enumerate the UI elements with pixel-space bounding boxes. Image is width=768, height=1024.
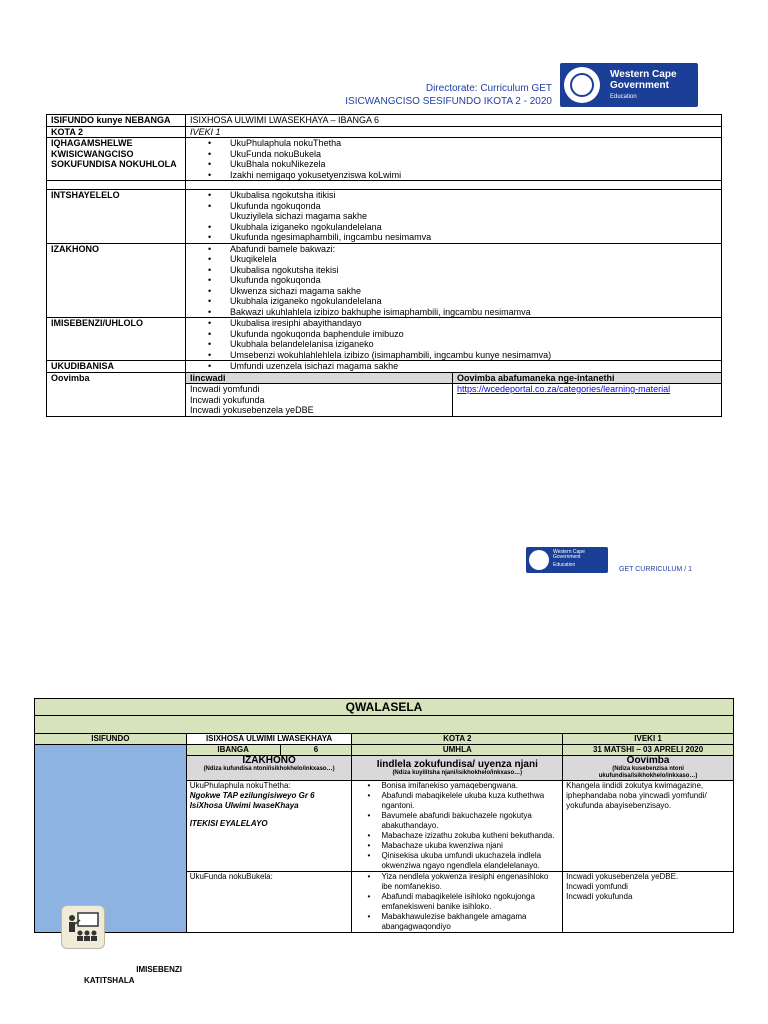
list-item: • Ukubalisa ngokutsha itekisi bbox=[230, 265, 717, 276]
resource-item: Incwadi yokusebenzela yeDBE. bbox=[566, 872, 679, 881]
book-item: Incwadi yokufunda bbox=[190, 394, 265, 405]
skill-reference: Ngokwe TAP ezilungisiweyo Gr 6 IsiXhosa Ulwimi lwaseKhaya bbox=[189, 791, 315, 810]
subject-value: ISIXHOSA ULWIMI LWASEKHAYA bbox=[186, 734, 352, 745]
conclusion-list bbox=[186, 361, 722, 373]
intro-label: INTSHAYELELO bbox=[47, 190, 186, 244]
footer-logo-line: Government bbox=[553, 554, 581, 560]
list-item: • Bakwazi ukuhlahlela izibizo bakhuphe isimaphambili, ingcambu nesimamva bbox=[230, 307, 717, 318]
subject-label: ISIFUNDO kunye NEBANGA bbox=[47, 115, 186, 127]
list-item: Ukuziyilela sichazi magama sakhe bbox=[230, 211, 368, 221]
column-subtitle: (Ndiza kufundisa ntoni/isikhokhelo/inkxaso…) bbox=[203, 766, 335, 772]
lesson-overview-table bbox=[46, 114, 722, 417]
list-item: • Umsebenzi wokuhlahlehlela izibizo (isimaphambili, ingcambu kunye nesimamva) bbox=[230, 350, 717, 361]
row1-skill bbox=[186, 781, 352, 872]
row1-methods bbox=[352, 781, 563, 872]
list-item: • UkuBhala nokuNikezela bbox=[230, 159, 717, 170]
footer-logo-line: Western Cape bbox=[553, 549, 585, 555]
focus-list bbox=[186, 138, 722, 181]
row2-methods bbox=[352, 872, 563, 933]
intro-list bbox=[186, 190, 722, 244]
qwalasela-table bbox=[34, 698, 734, 933]
activities-label: IMISEBENZI/UHLOLO bbox=[47, 318, 186, 361]
list-item: • Abafundi mabaqikelele isihloko ngokujonga emfanekisweni banike isihloko. bbox=[381, 892, 559, 912]
column-title: IZAKHONO bbox=[242, 755, 296, 766]
list-item: • Ukubalisa iresiphi abayithandayo bbox=[230, 318, 717, 329]
list-item: • Yiza nendlela yokwenza iresiphi engenasihloko ibe nomfanekiso. bbox=[381, 872, 559, 892]
list-item: • UkuPhulaphula nokuThetha bbox=[230, 138, 717, 149]
skills-list bbox=[186, 243, 722, 318]
logo-title: Western Cape Government bbox=[610, 69, 677, 91]
skills-column-header bbox=[186, 756, 352, 781]
subject-label: ISIFUNDO bbox=[35, 734, 187, 745]
wcg-logo bbox=[560, 63, 698, 107]
side-label-line: KATITSHALA bbox=[84, 976, 135, 985]
term-value: KOTA 2 bbox=[352, 734, 563, 745]
focus-label: IQHAGAMSHELWE KWISICWANGCISO SOKUFUNDISA NOKUHLOLA bbox=[47, 138, 186, 181]
book-item: Incwadi yomfundi bbox=[190, 384, 260, 394]
spacer-cell bbox=[186, 181, 722, 190]
list-item: • Ukubhala iziganeko ngokulandelelana bbox=[230, 222, 717, 233]
books-header: Iincwadi bbox=[186, 372, 453, 384]
list-item: • Umfundi uzenzela isichazi magama sakhe bbox=[230, 361, 717, 372]
spacer-row bbox=[35, 716, 734, 734]
list-item: • Mabakhawulezise bakhangele amagama abangagwaqondiyo bbox=[381, 912, 559, 932]
activities-list bbox=[186, 318, 722, 361]
list-item: • Ukufunda ngesimaphambili, ingcambu nesimamva bbox=[230, 232, 717, 243]
list-item: • Ukwenza sichazi magama sakhe bbox=[230, 286, 717, 297]
row1-resources: Khangela iindidi zokutya kwimagazine, iphephandaba noba yincwadi yomfundi/ yokufunda abayisebenzisayo. bbox=[563, 781, 734, 872]
column-subtitle: (Ndiza kuyilitsha njani/isikhokhelo/inkxaso…) bbox=[392, 770, 523, 776]
list-item: • Bavumele abafundi bakuchazele ngokutya abakuthandayo. bbox=[381, 811, 559, 831]
resource-item: Incwadi yokufunda bbox=[566, 892, 633, 901]
directorate-line: Directorate: Curriculum GET bbox=[425, 83, 552, 94]
column-title: Iindlela zokufundisa/ uyenza njani bbox=[376, 759, 538, 770]
methods-column-header bbox=[352, 756, 563, 781]
list-item: • Mabachaze ukuba kwenziwa njani bbox=[381, 841, 559, 851]
online-cell bbox=[453, 384, 722, 417]
list-item: • Ukubalisa ngokutsha itikisi bbox=[230, 190, 717, 201]
list-item: • Ukufunda ngokuqonda baphendule imibuzo bbox=[230, 329, 717, 340]
books-cell bbox=[186, 384, 453, 417]
list-item: • Abafundi bamele bakwazi: bbox=[230, 244, 717, 255]
side-label-cell bbox=[35, 745, 187, 933]
skill-text-type: ITEKISI EYALELAYO bbox=[189, 819, 268, 828]
list-item: • Qinisekisa ukuba umfundi ukuchazela indlela okwenziwa ngayo ngendlela elandelelanayo. bbox=[381, 851, 559, 871]
resource-item: Incwadi yomfundi bbox=[566, 882, 628, 891]
list-item: • Abafundi mabaqikelele ukuba kuza kuthethwa ngantoni. bbox=[381, 791, 559, 811]
side-label-line: IMISEBENZI bbox=[136, 965, 182, 974]
teacher-classroom-icon bbox=[61, 905, 105, 949]
plan-title: ISICWANGCISO SESIFUNDO IKOTA 2 - 2020 bbox=[345, 96, 552, 107]
grade-value: 6 bbox=[280, 745, 352, 756]
spacer-cell bbox=[47, 181, 186, 190]
resources-column-header bbox=[563, 756, 734, 781]
term-value: IVEKI 1 bbox=[186, 126, 722, 138]
list-item: • Ukubhala iziganeko ngokulandelelana bbox=[230, 296, 717, 307]
list-item: • Ukufunda ngokuqonda bbox=[230, 275, 717, 286]
coat-of-arms-icon bbox=[529, 550, 549, 570]
subject-value: ISIXHOSA ULWIMI LWASEKHAYA – IBANGA 6 bbox=[186, 115, 722, 127]
date-value: 31 MATSHI – 03 APRELI 2020 bbox=[563, 745, 734, 756]
directorate-header bbox=[345, 82, 552, 108]
footer-logo bbox=[526, 547, 608, 573]
list-item: • Izakhi nemigaqo yokusetyenziswa koLwimi bbox=[230, 170, 717, 181]
online-header: Oovimba abafumaneka nge-intanethi bbox=[453, 372, 722, 384]
list-item: • UkuFunda nokuBukela bbox=[230, 149, 717, 160]
book-item: Incwadi yokusebenzela yeDBE bbox=[190, 405, 314, 415]
footer-page-label: GET CURRICULUM / 1 bbox=[619, 566, 692, 573]
list-item: • Bonisa imifanekiso yamaqebengwana. bbox=[381, 781, 559, 791]
column-subtitle: (Ndiza kusebenzisa ntoni ukufundisa/isikhokhelo/inkxaso…) bbox=[598, 766, 698, 779]
resources-label: Oovimba bbox=[47, 372, 186, 416]
logo-subtitle: Education bbox=[610, 94, 637, 100]
table-title: QWALASELA bbox=[35, 699, 734, 716]
teacher-activities-label bbox=[64, 964, 182, 986]
column-title: Oovimba bbox=[626, 755, 670, 766]
row2-skill: UkuFunda nokuBukela: bbox=[186, 872, 352, 933]
week-value: IVEKI 1 bbox=[563, 734, 734, 745]
date-label: UMHLA bbox=[352, 745, 563, 756]
list-item: • Ukuqikelela bbox=[230, 254, 717, 265]
list-item: • Ukufunda ngokuqonda bbox=[230, 201, 717, 212]
grade-label: IBANGA bbox=[186, 745, 280, 756]
coat-of-arms-icon bbox=[564, 67, 600, 103]
conclusion-label: UKUDIBANISA bbox=[47, 361, 186, 373]
footer-logo-text bbox=[553, 550, 585, 568]
list-item: • Ukubhala belandelelanisa iziganeko bbox=[230, 339, 717, 350]
skills-label: IZAKHONO bbox=[47, 243, 186, 318]
skill-title: UkuPhulaphula nokuThetha: bbox=[189, 781, 291, 790]
footer-logo-line: Education bbox=[553, 562, 576, 568]
learning-material-link[interactable]: https://wcedeportal.co.za/categories/learning-material bbox=[457, 384, 671, 394]
term-label: KOTA 2 bbox=[47, 126, 186, 138]
row2-resources bbox=[563, 872, 734, 933]
list-item: • Mabachaze izizathu zokuba kutheni bekuthanda. bbox=[381, 831, 559, 841]
